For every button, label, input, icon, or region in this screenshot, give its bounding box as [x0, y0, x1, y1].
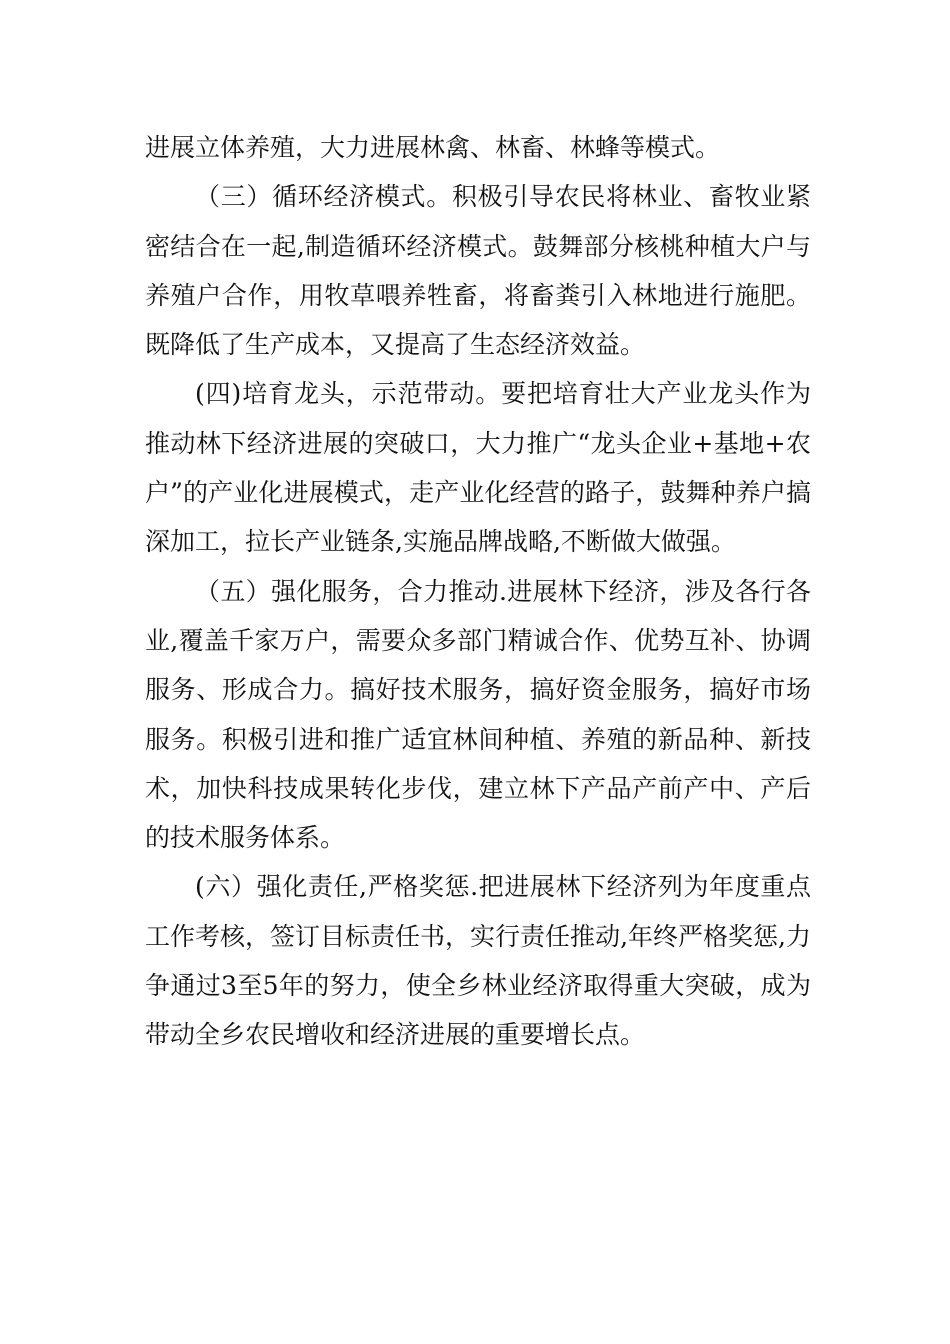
paragraph-strengthen-responsibility: (六）强化责任,严格奖惩.把进展林下经济列为年度重点工作考核，签订目标责任书，实行责任推动,年终严格奖惩,力争通过3至5年的努力，使全乡林业经济取得重大突破，成为带动全乡农民增收和经济进展的重要增长点。: [145, 872, 811, 1050]
document-body: [145, 123, 811, 1060]
paragraph-strengthen-services: （五）强化服务，合力推动.进展林下经济，涉及各行各业,覆盖千家万户，需要众多部门精诚合作、优势互补、协调服务、形成合力。搞好技术服务，搞好资金服务，搞好市场服务。积极引进和推广适宜林间种植、养殖的新品种、新技术，加快科技成果转化步伐，建立林下产品产前产中、产后的技术服务体系。: [145, 576, 811, 853]
paragraph-leading-enterprises: (四)培育龙头，示范带动。要把培育壮大产业龙头作为推动林下经济进展的突破口，大力推广“龙头企业+基地+农户”的产业化进展模式，走产业化经营的路子，鼓舞种养户搞深加工，拉长产业链条,实施品牌战略,不断做大做强。: [145, 379, 811, 557]
paragraph-circular-economy: （三）循环经济模式。积极引导农民将林业、畜牧业紧密结合在一起,制造循环经济模式。鼓舞部分核桃种植大户与养殖户合作，用牧草喂养牲畜，将畜粪引入林地进行施肥。既降低了生产成本，又提高了生态经济效益。: [145, 182, 811, 360]
paragraph-continuation: 进展立体养殖，大力进展林禽、林畜、林蜂等模式。: [145, 133, 721, 162]
